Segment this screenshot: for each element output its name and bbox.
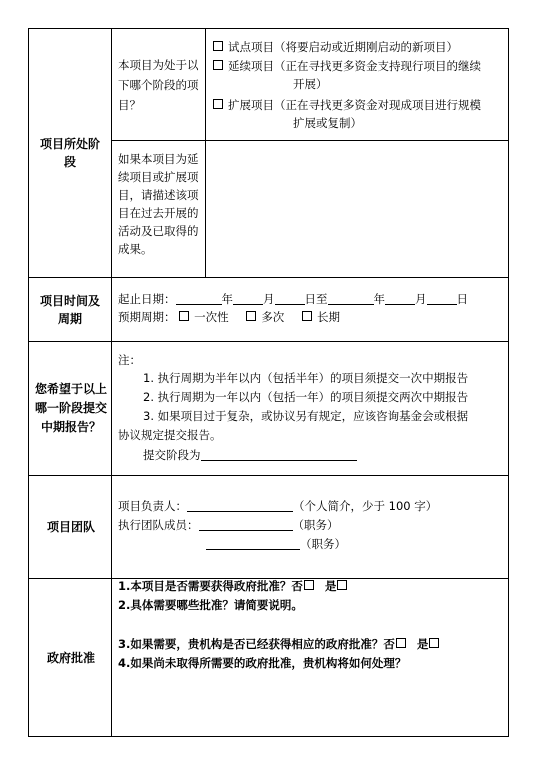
team-leader-line: 项目负责人： （个人简介，少于 100 字） — [118, 499, 438, 513]
team-members-line-2: （职务） — [206, 535, 346, 554]
period-cycle-line: 预期周期： 一次性 多次 长期 — [118, 310, 340, 324]
start-day-field[interactable] — [275, 291, 305, 305]
report-item-3-cont: 协议规定提交报告。 — [118, 428, 222, 442]
column-divider — [111, 29, 112, 736]
checkbox-icon[interactable] — [246, 311, 256, 321]
team-label: 项目团队 — [46, 520, 95, 534]
stage-option-continuation[interactable]: 延续项目（正在寻找更多资金支持现行项目的继续 — [213, 57, 481, 76]
checkbox-icon[interactable] — [396, 638, 406, 648]
checkbox-icon[interactable] — [304, 580, 314, 590]
end-month-field[interactable] — [385, 291, 415, 305]
approval-label: 政府批准 — [46, 650, 95, 665]
approval-q3: 3.如果需要，贵机构是否已经获得相应的政府批准？否 是 — [118, 635, 440, 654]
team-members-line: 执行团队成员： （职务） — [118, 518, 339, 532]
application-form-table — [28, 28, 509, 737]
period-dates-line: 起止日期： 年 月 日至 年 月 日 — [118, 292, 468, 306]
report-item-2: 2. 执行周期为一年以内（包括一年）的项目须提交两次中期报告 — [143, 390, 469, 404]
period-label: 项目时间及周期 — [39, 293, 100, 326]
approval-q1: 1.本项目是否需要获得政府批准？否 是 — [118, 577, 348, 596]
start-year-field[interactable] — [176, 291, 222, 305]
stage-inner-row-divider — [111, 140, 508, 141]
stage-question: 本项目为处于以下哪个阶段的项目？ — [118, 58, 199, 112]
report-item-3: 3. 如果项目过于复杂，或协议另有规定，应该咨询基金会或根据 — [143, 409, 469, 423]
start-month-field[interactable] — [233, 291, 263, 305]
stage-option-continuation-line2: 开展） — [293, 77, 328, 91]
stage-followup-question: 如果本项目为延续项目或扩展项目，请描述该项目在过去开展的活动及已取得的成果。 — [118, 152, 199, 256]
checkbox-icon[interactable] — [213, 41, 223, 51]
checkbox-icon[interactable] — [302, 311, 312, 321]
stage-inner-divider — [205, 29, 206, 277]
report-item-1: 1. 执行周期为半年以内（包括半年）的项目须提交一次中期报告 — [143, 371, 469, 385]
report-submit-stage: 提交阶段为 — [143, 446, 357, 465]
member-field[interactable] — [206, 536, 300, 550]
approval-q4: 4.如果尚未取得所需要的政府批准，贵机构将如何处理？ — [118, 656, 407, 670]
leader-field[interactable] — [187, 498, 293, 512]
stage-followup-answer-area[interactable] — [207, 142, 507, 275]
submit-stage-field[interactable] — [201, 447, 357, 461]
stage-option-pilot[interactable]: 试点项目（将要启动或近期刚启动的新项目） — [213, 38, 458, 57]
checkbox-icon[interactable] — [429, 638, 439, 648]
approval-q2: 2.具体需要哪些批准？请简要说明。 — [118, 598, 303, 612]
checkbox-icon[interactable] — [213, 60, 223, 70]
checkbox-icon[interactable] — [213, 99, 223, 109]
checkbox-icon[interactable] — [179, 311, 189, 321]
report-label: 您希望于以上哪一阶段提交中期报告？ — [35, 382, 108, 434]
stage-option-expansion-line2: 扩展或复制） — [293, 116, 362, 130]
checkbox-icon[interactable] — [337, 580, 347, 590]
member-field[interactable] — [199, 517, 293, 531]
report-note: 注： — [118, 353, 141, 367]
stage-option-expansion[interactable]: 扩展项目（正在寻找更多资金对现成项目进行规模 — [213, 96, 481, 115]
end-day-field[interactable] — [427, 291, 457, 305]
stage-label: 项目所处阶段 — [39, 137, 100, 169]
end-year-field[interactable] — [328, 291, 374, 305]
